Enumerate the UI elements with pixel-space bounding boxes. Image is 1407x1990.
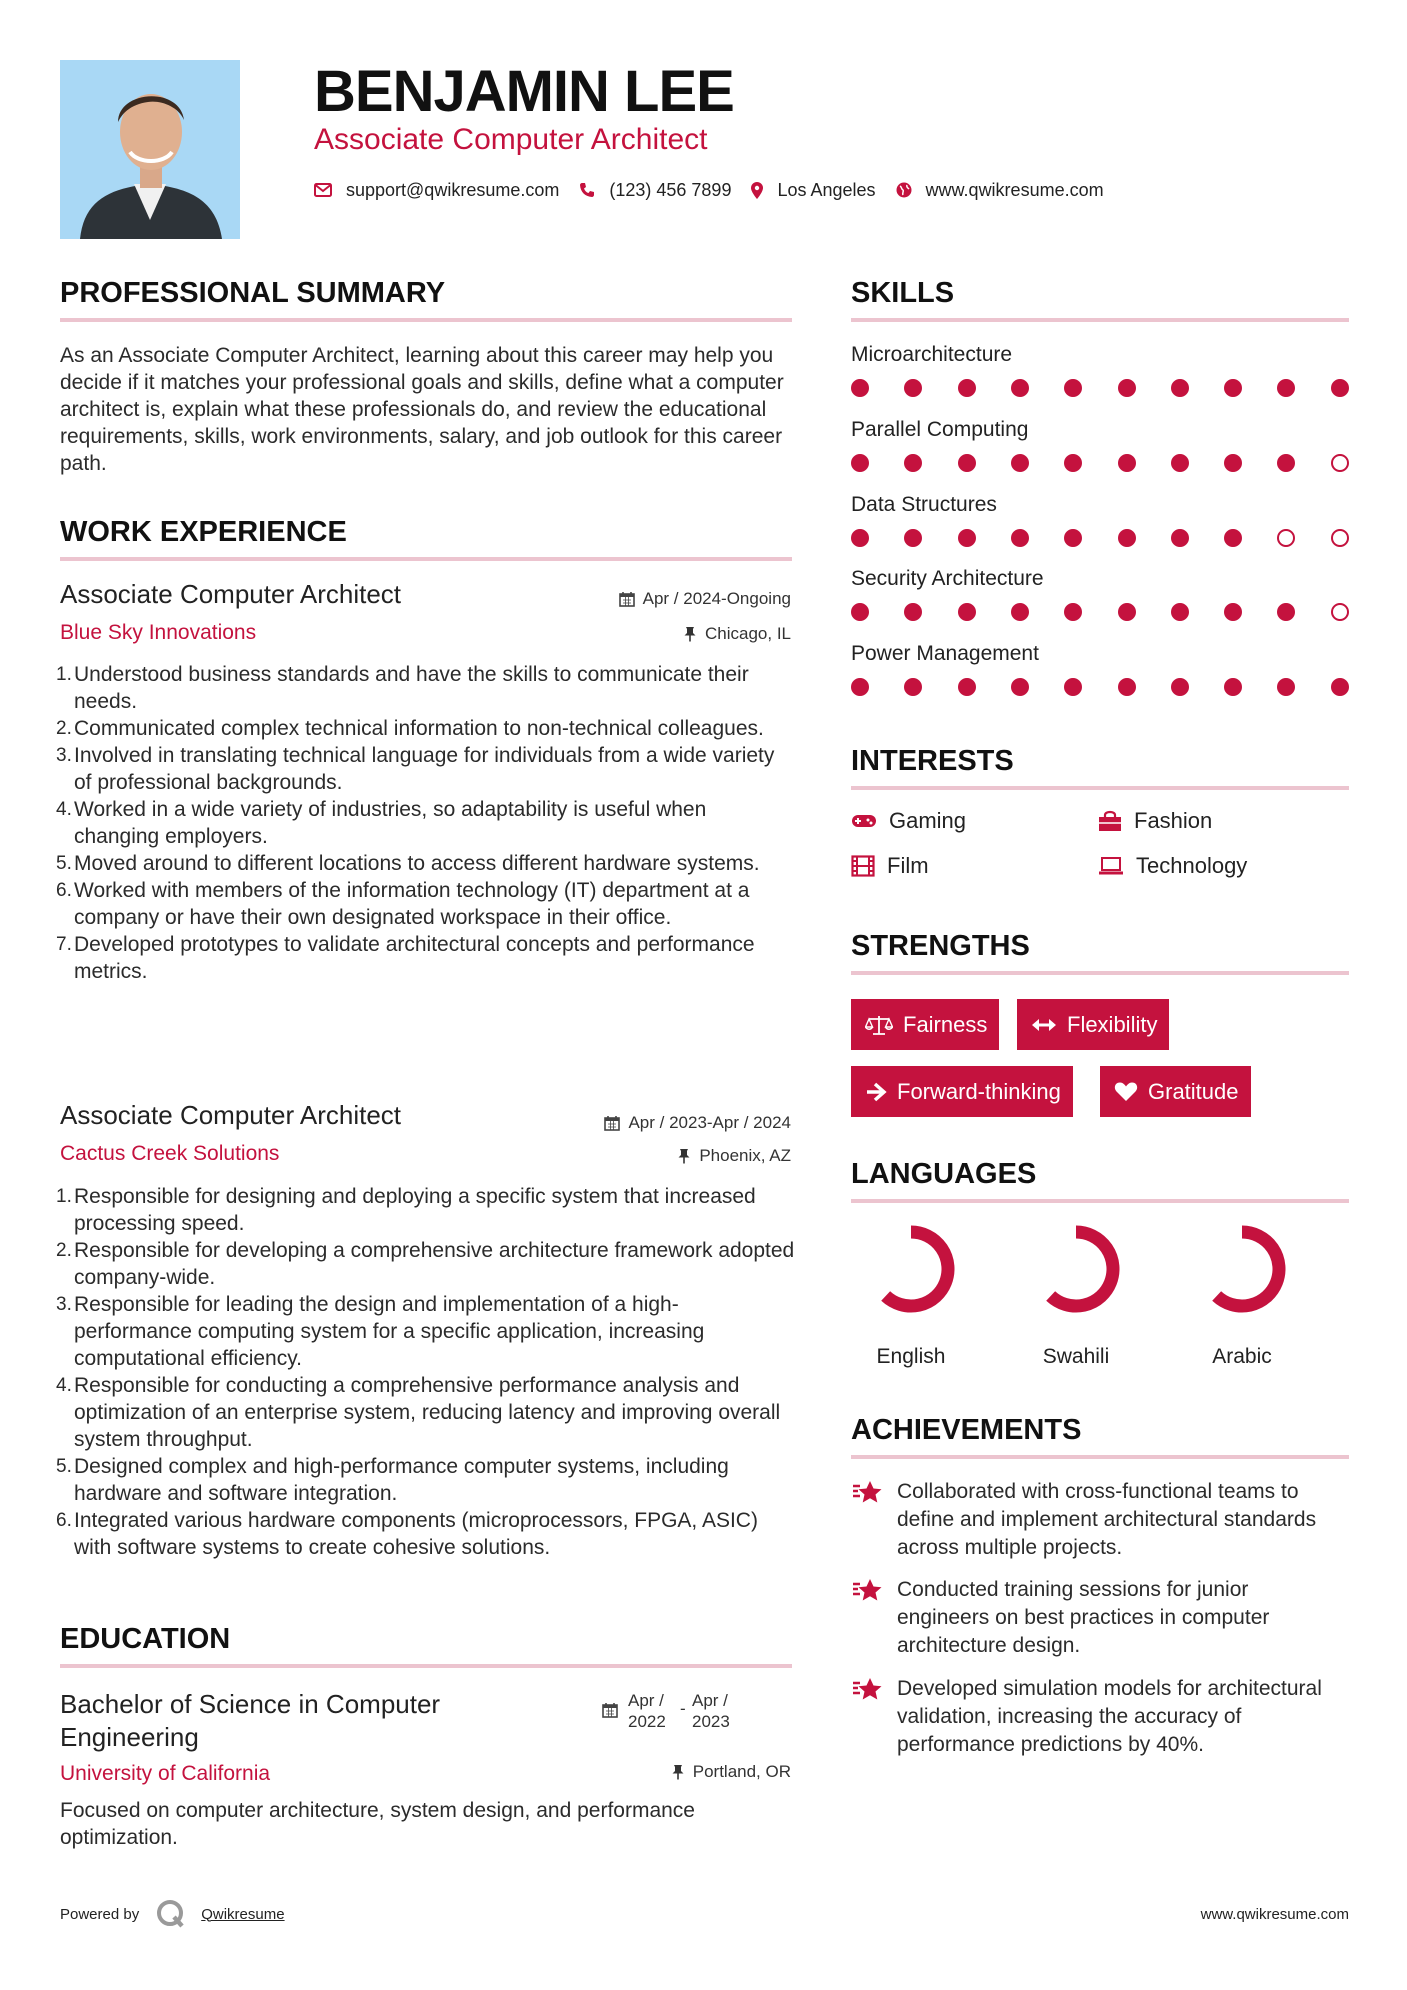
skill-rating [851, 528, 1351, 548]
skill-dot-filled [1277, 603, 1295, 621]
language-label: Swahili [1042, 1345, 1110, 1368]
contact-email[interactable] [314, 180, 559, 201]
skills-heading: SKILLS [851, 277, 955, 309]
language-ring-arc [1051, 1232, 1113, 1306]
calendar-icon [604, 1115, 620, 1131]
education-location-text: Portland, OR [692, 1762, 791, 1781]
job-duties-list [56, 1183, 796, 1561]
website-text: www.qwikresume.com [925, 179, 1104, 200]
skill-dot-filled [1171, 603, 1189, 621]
job-duties-list [56, 661, 796, 985]
interests-heading: INTERESTS [851, 745, 1014, 777]
skill-name: Parallel Computing [851, 418, 1029, 441]
skill-dot-filled [958, 678, 976, 696]
skill-rating [851, 378, 1351, 398]
skill-dot-empty [1331, 529, 1349, 547]
list-item: 1. Responsible for designing and deploying a specific system that increased processing speed. [56, 1185, 756, 1235]
strengths-divider [851, 971, 1349, 975]
experience-divider [60, 557, 792, 561]
phone-icon [579, 182, 595, 198]
experience-heading: WORK EXPERIENCE [60, 516, 347, 548]
language-label: English [876, 1345, 946, 1368]
strength-label: Gratitude [1148, 1078, 1239, 1104]
skill-item [851, 417, 1351, 473]
job-location-text: Chicago, IL [705, 624, 791, 643]
skill-dot-filled [958, 529, 976, 547]
language-item [1172, 1224, 1312, 1369]
skill-dot-filled [1011, 678, 1029, 696]
degree-line-1: Bachelor of Science in Computer [60, 1689, 441, 1719]
skill-dot-filled [1064, 379, 1082, 397]
interest-label: Film [887, 853, 929, 878]
skill-dot-filled [1224, 678, 1242, 696]
skill-dot-empty [1331, 454, 1349, 472]
heart-icon [1114, 1081, 1138, 1102]
skill-dot-filled [1224, 603, 1242, 621]
skill-dot-filled [851, 603, 869, 621]
skill-name: Security Architecture [851, 567, 1044, 590]
skill-dot-filled [1118, 454, 1136, 472]
skill-dot-filled [1064, 678, 1082, 696]
job-title: Associate Computer Architect [60, 579, 402, 609]
strength-badge-gratitude [1100, 1066, 1251, 1117]
list-item: 7. Developed prototypes to validate architectural concepts and performance metrics. [56, 933, 755, 983]
film-icon [851, 855, 875, 877]
footer-url[interactable]: www.qwikresume.com [1200, 1906, 1349, 1923]
calendar-icon [619, 591, 635, 607]
skill-dot-filled [904, 603, 922, 621]
skill-dot-filled [1011, 529, 1029, 547]
skill-dot-filled [851, 379, 869, 397]
skill-dot-empty [1331, 603, 1349, 621]
education-start: Apr / 2022 [628, 1691, 666, 1731]
language-ring [856, 1224, 966, 1334]
skill-dot-filled [1118, 379, 1136, 397]
location-text: Los Angeles [777, 179, 876, 200]
school-name: University of California [60, 1762, 271, 1785]
contact-location [751, 180, 875, 201]
skill-item [851, 641, 1351, 697]
education-divider [60, 1664, 792, 1668]
skill-item [851, 492, 1351, 548]
achievements-divider [851, 1455, 1349, 1459]
education-description: Focused on computer architecture, system design, and performance optimization. [60, 1799, 695, 1849]
qwikresume-logo-icon [155, 1898, 187, 1930]
strength-label: Fairness [903, 1011, 988, 1037]
education-location [671, 1762, 791, 1782]
education-heading: EDUCATION [60, 1623, 231, 1655]
contact-bar [314, 178, 1124, 202]
degree-title [60, 1688, 440, 1754]
list-item: 3. Responsible for leading the design and implementation of a high-performance computing system for a specific application, increasing computational efficiency. [56, 1293, 705, 1370]
strength-label: Flexibility [1067, 1011, 1158, 1037]
star-medal-icon [851, 1480, 883, 1506]
languages-heading: LANGUAGES [851, 1158, 1037, 1190]
candidate-title: Associate Computer Architect [314, 123, 708, 156]
interests-divider [851, 786, 1349, 790]
list-item: 4. Worked in a wide variety of industries, so adaptability is useful when changing employers. [56, 798, 707, 848]
language-ring-arc [1217, 1232, 1279, 1306]
achievement-text: Conducted training sessions for junior engineers on best practices in computer architecture design. [897, 1578, 1270, 1657]
summary-divider [60, 318, 792, 322]
achievement-text: Developed simulation models for architectural validation, increasing the accuracy of performance predictions by 40%. [897, 1677, 1322, 1756]
skill-dot-filled [1277, 678, 1295, 696]
skill-name: Data Structures [851, 493, 997, 516]
skill-dot-filled [1277, 379, 1295, 397]
achievement-item [851, 1576, 1351, 1660]
skill-dot-filled [851, 529, 869, 547]
skill-dot-filled [1171, 454, 1189, 472]
skill-dot-filled [1064, 454, 1082, 472]
achievement-text: Collaborated with cross-functional teams to define and implement architectural standards across multiple projects. [897, 1480, 1317, 1559]
list-item: 6. Worked with members of the information technology (IT) department at a company or have their own designated workspace in their office. [56, 879, 750, 929]
profile-photo [60, 60, 240, 239]
strength-badge-flexibility [1017, 999, 1169, 1050]
pushpin-icon [677, 1148, 691, 1164]
contact-website[interactable] [896, 180, 1104, 201]
skill-dot-filled [1331, 379, 1349, 397]
skill-dot-filled [904, 529, 922, 547]
powered-by-text: Powered by [60, 1905, 140, 1923]
language-item [841, 1224, 981, 1369]
skill-rating [851, 453, 1351, 473]
globe-icon [896, 182, 912, 198]
skill-dot-filled [1224, 529, 1242, 547]
skill-dot-filled [1118, 529, 1136, 547]
arrow-right-icon [865, 1082, 887, 1102]
job-title: Associate Computer Architect [60, 1100, 402, 1130]
shopping-bag-icon [1098, 810, 1122, 832]
brand-link[interactable]: Qwikresume [201, 1905, 285, 1923]
skill-rating [851, 677, 1351, 697]
skill-dot-filled [904, 379, 922, 397]
skill-dot-filled [1224, 379, 1242, 397]
skill-dot-filled [904, 678, 922, 696]
candidate-name: BENJAMIN LEE [314, 59, 734, 124]
skill-dot-filled [1011, 454, 1029, 472]
education-date-separator: - [680, 1699, 686, 1718]
achievement-item [851, 1675, 1351, 1759]
star-medal-icon [851, 1677, 883, 1703]
interest-label: Technology [1136, 853, 1248, 878]
list-item: 1. Understood business standards and have the skills to communicate their needs. [56, 663, 749, 713]
strength-label: Forward-thinking [897, 1078, 1061, 1104]
interest-item-gaming [851, 808, 966, 834]
company-name: Cactus Creek Solutions [60, 1142, 280, 1165]
list-item: 3. Involved in translating technical language for individuals from a wide variety of professional backgrounds. [56, 744, 775, 794]
skill-dot-filled [1118, 678, 1136, 696]
language-ring-arc [886, 1232, 948, 1306]
skill-dot-filled [1171, 529, 1189, 547]
skill-dot-filled [1171, 678, 1189, 696]
skill-dot-filled [1011, 603, 1029, 621]
language-item [1006, 1224, 1146, 1369]
arrows-horizontal-icon [1031, 1017, 1057, 1033]
pushpin-icon [671, 1764, 685, 1780]
skill-dot-filled [1171, 379, 1189, 397]
skill-dot-filled [1011, 379, 1029, 397]
skill-dot-filled [1064, 603, 1082, 621]
skill-dot-filled [1277, 454, 1295, 472]
skill-item [851, 566, 1351, 622]
list-item: 5. Designed complex and high-performance computer systems, including hardware and software integration. [56, 1455, 729, 1505]
strengths-heading: STRENGTHS [851, 930, 1030, 962]
education-date [602, 1690, 730, 1732]
skill-dot-filled [1064, 529, 1082, 547]
job-date-text: Apr / 2024-Ongoing [642, 589, 791, 608]
calendar-icon [602, 1702, 618, 1718]
skill-name: Microarchitecture [851, 343, 1013, 366]
job-location [677, 1146, 791, 1166]
company-name: Blue Sky Innovations [60, 621, 257, 644]
strength-badge-fairness [851, 999, 999, 1050]
summary-text: As an Associate Computer Architect, learning about this career may help you decide if it matches your professional goals and skills, define what a computer architect is, explain what these professionals do, and review the educational requirements, skills, work environments, salary, and job outlook for this career path. [60, 344, 784, 475]
interest-label: Gaming [889, 808, 967, 833]
star-medal-icon [851, 1578, 883, 1604]
strength-badge-forward-thinking [851, 1066, 1073, 1117]
list-item: 6. Integrated various hardware components (microprocessors, FPGA, ASIC) with software systems to create cohesive solutions. [56, 1509, 758, 1559]
skill-dot-filled [958, 379, 976, 397]
skill-dot-filled [904, 454, 922, 472]
skill-dot-filled [958, 603, 976, 621]
skill-dot-empty [1277, 529, 1295, 547]
laptop-icon [1098, 856, 1124, 876]
job-date [604, 1113, 791, 1133]
pushpin-icon [683, 626, 697, 642]
interest-item-film [851, 853, 929, 879]
skill-dot-filled [851, 454, 869, 472]
interest-item-fashion [1098, 808, 1212, 834]
interest-label: Fashion [1134, 808, 1213, 833]
language-label: Arabic [1212, 1345, 1272, 1368]
skill-name: Power Management [851, 642, 1039, 665]
skill-dot-filled [958, 454, 976, 472]
skill-dot-filled [1224, 454, 1242, 472]
contact-phone[interactable] [579, 180, 731, 201]
languages-divider [851, 1199, 1349, 1203]
summary-heading: PROFESSIONAL SUMMARY [60, 277, 446, 309]
list-item: 2. Communicated complex technical information to non-technical colleagues. [56, 717, 764, 740]
interest-item-technology [1098, 853, 1247, 879]
job-location [683, 624, 791, 644]
language-ring [1021, 1224, 1131, 1334]
phone-text: (123) 456 7899 [609, 179, 732, 200]
envelope-icon [314, 183, 332, 197]
gamepad-icon [851, 812, 877, 830]
skill-dot-filled [1331, 678, 1349, 696]
job-date-text: Apr / 2023-Apr / 2024 [628, 1113, 791, 1132]
list-item: 5. Moved around to different locations to access different hardware systems. [56, 852, 760, 875]
job-date [619, 589, 791, 609]
email-text: support@qwikresume.com [346, 179, 560, 200]
list-item: 2. Responsible for developing a comprehensive architecture framework adopted company-wide. [56, 1239, 795, 1289]
skill-rating [851, 602, 1351, 622]
list-item: 4. Responsible for conducting a comprehensive performance analysis and optimization of an enterprise system, reducing latency and improving overall system throughput. [56, 1374, 781, 1451]
achievements-heading: ACHIEVEMENTS [851, 1414, 1082, 1446]
education-end: Apr / 2023 [692, 1691, 730, 1731]
skills-divider [851, 318, 1349, 322]
achievement-item [851, 1478, 1351, 1562]
skill-dot-filled [1118, 603, 1136, 621]
degree-line-2: Engineering [60, 1722, 199, 1752]
language-ring [1187, 1224, 1297, 1334]
skill-dot-filled [851, 678, 869, 696]
footer-powered-by [60, 1898, 285, 1930]
balance-scale-icon [865, 1014, 893, 1036]
skill-item [851, 342, 1351, 398]
job-location-text: Phoenix, AZ [699, 1146, 791, 1165]
map-marker-icon [751, 182, 763, 199]
